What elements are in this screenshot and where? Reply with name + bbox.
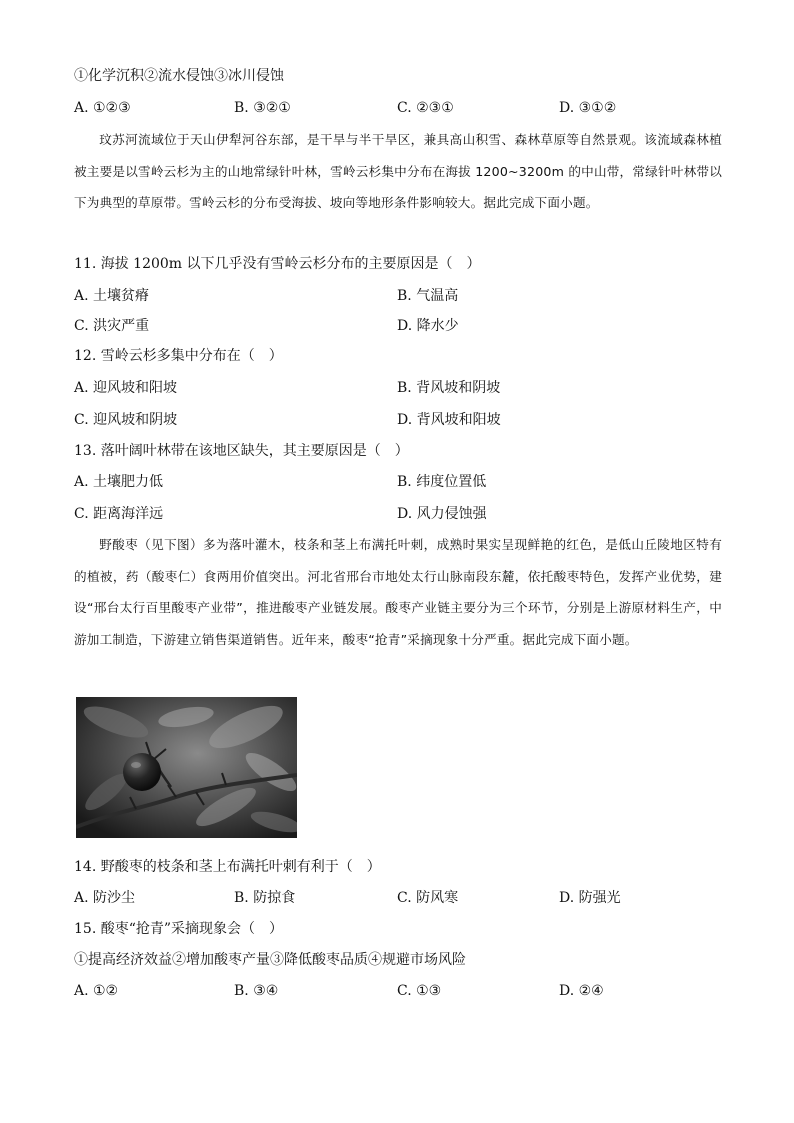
q12-options-row2 xyxy=(74,410,734,430)
q13-option-c[interactable]: C. 距离海洋远 xyxy=(74,506,164,522)
q11-option-b[interactable]: B. 气温高 xyxy=(397,288,459,304)
q12-stem: 12. 雪岭云杉多集中分布在（ ） xyxy=(74,348,283,364)
q12-option-b[interactable]: B. 背风坡和阴坡 xyxy=(397,380,501,396)
q15-option-a[interactable]: A. ①② xyxy=(74,983,119,999)
q12-option-a[interactable]: A. 迎风坡和阳坡 xyxy=(74,380,178,396)
q15-items: ①提高经济效益②增加酸枣产量③降低酸枣品质④规避市场风险 xyxy=(74,952,466,968)
q13-option-a[interactable]: A. 土壤肥力低 xyxy=(74,474,164,490)
q14-option-d[interactable]: D. 防强光 xyxy=(559,890,621,906)
q12-option-c[interactable]: C. 迎风坡和阴坡 xyxy=(74,412,178,428)
q11-option-a[interactable]: A. 土壤贫瘠 xyxy=(74,288,150,304)
q13-option-b[interactable]: B. 纬度位置低 xyxy=(397,474,487,490)
q10-items: ①化学沉积②流水侵蚀③冰川侵蚀 xyxy=(74,68,284,84)
q15-options xyxy=(74,981,734,1001)
q13-option-d[interactable]: D. 风力侵蚀强 xyxy=(397,506,487,522)
q11-options xyxy=(74,286,734,306)
q14-stem: 14. 野酸枣的枝条和茎上布满托叶刺有利于（ ） xyxy=(74,859,381,875)
wild-jujube-photo xyxy=(76,697,297,838)
q13-options xyxy=(74,472,734,492)
q13-stem: 13. 落叶阔叶林带在该地区缺失，其主要原因是（ ） xyxy=(74,443,409,459)
q14-option-a[interactable]: A. 防沙尘 xyxy=(74,890,136,906)
passage-spruce: 玟苏河流域位于天山伊犁河谷东部，是干旱与半干旱区，兼具高山积雪、森林草原等自然景观。该流域森林植被主要是以雪岭云杉为主的山地常绿针叶林，雪岭云杉集中分布在海拔 1200~3200m 的中山带，常绿针叶林带以下为典型的草原带。雪岭云杉的分布受海拔、坡向等地形条件影响较大。据此完成下面小题。 xyxy=(74,132,722,210)
passage-jujube: 野酸枣（见下图）多为落叶灌木，枝条和茎上布满托叶刺，成熟时果实呈现鲜艳的红色，是低山丘陵地区特有的植被，药（酸枣仁）食两用价值突出。河北省邢台市地处太行山脉南段东麓，依托酸枣特色，发挥产业优势，建设“邢台太行百里酸枣产业带”，推进酸枣产业链发展。酸枣产业链主要分为三个环节，分别是上游原材料生产，中游加工制造，下游建立销售渠道销售。近年来，酸枣“抢青”采摘现象十分严重。据此完成下面小题。 xyxy=(74,537,722,647)
q11-options-row2 xyxy=(74,316,734,336)
q15-option-d[interactable]: D. ②④ xyxy=(559,983,604,999)
q13-options-row2 xyxy=(74,504,734,524)
q14-option-c[interactable]: C. 防风寒 xyxy=(397,890,459,906)
q15-option-b[interactable]: B. ③④ xyxy=(234,983,279,999)
q10-options xyxy=(74,98,734,118)
q12-option-d[interactable]: D. 背风坡和阳坡 xyxy=(397,412,501,428)
q15-stem: 15. 酸枣“抢青”采摘现象会（ ） xyxy=(74,921,284,937)
q10-option-d[interactable]: D. ③①② xyxy=(559,100,617,116)
q10-option-a[interactable]: A. ①②③ xyxy=(74,100,131,116)
q12-options xyxy=(74,378,734,398)
q11-option-d[interactable]: D. 降水少 xyxy=(397,318,459,334)
q14-options xyxy=(74,888,734,908)
q15-option-c[interactable]: C. ①③ xyxy=(397,983,442,999)
q14-option-b[interactable]: B. 防掠食 xyxy=(234,890,296,906)
q10-option-c[interactable]: C. ②③① xyxy=(397,100,454,116)
q11-option-c[interactable]: C. 洪灾严重 xyxy=(74,318,150,334)
q10-option-b[interactable]: B. ③②① xyxy=(234,100,291,116)
q11-stem: 11. 海拔 1200m 以下几乎没有雪岭云杉分布的主要原因是（ ） xyxy=(74,256,481,272)
